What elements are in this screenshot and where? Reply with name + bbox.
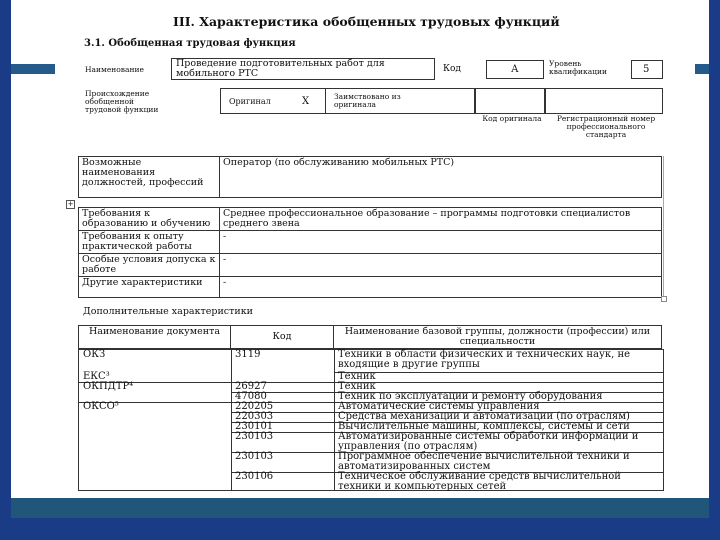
extra-col-divider-2	[334, 349, 335, 490]
name-box	[171, 58, 435, 80]
row-name: Программное обеспечение вычислительной техники и автоматизированных систем	[338, 451, 630, 472]
row-name: Вычислительные машины, комплексы, системы и сети	[338, 421, 630, 432]
col-code-header: Код	[231, 326, 334, 349]
reg-number-box	[544, 88, 663, 114]
origin-label: Происхождение обобщенной трудовой функции	[85, 89, 159, 114]
row-code: 220303	[235, 411, 274, 422]
section-title: 3.1. Обобщенная трудовая функция	[84, 38, 296, 49]
row-code: 3119	[235, 349, 261, 360]
table-row	[79, 326, 662, 349]
row-name: Средства механизации и автоматизации (по отраслям)	[338, 411, 630, 422]
code-label: Код	[443, 64, 461, 74]
row-doc: ОКЗ	[83, 349, 106, 360]
table-edge	[663, 156, 664, 296]
col-name-header: Наименование базовой группы, должности (профессии) или специальности	[334, 326, 662, 349]
row-name: Техник по эксплуатации и ремонту оборудования	[338, 391, 603, 402]
row-code: 220205	[235, 401, 274, 412]
code-original-label: Код оригинала	[482, 114, 542, 123]
level-value: 5	[643, 64, 650, 75]
row-name: Техническое обслуживание средств вычислительной техники и компьютерных сетей	[338, 471, 621, 492]
level-label: Уровень квалификации	[549, 59, 607, 76]
footer-bar	[0, 518, 720, 540]
table-move-handle[interactable]: +	[67, 200, 74, 208]
positions-value: Оператор (по обслуживанию мобильных РТС)	[220, 157, 662, 198]
extra-title: Дополнительные характеристики	[83, 306, 253, 317]
row-name: Автоматизированные системы обработки информации и управления (по отраслям)	[338, 431, 639, 452]
table-resize-handle[interactable]	[661, 296, 667, 302]
row-code: 230103	[235, 431, 274, 442]
req-value: -	[220, 254, 662, 277]
row-name: Техник	[338, 371, 376, 382]
req-label: Требования к опыту практической работы	[79, 231, 220, 254]
extra-header-table	[78, 325, 662, 349]
row-doc: ЕКС³	[83, 371, 110, 382]
left-frame-bar	[0, 0, 11, 540]
table-row	[79, 254, 662, 277]
req-label: Требования к образованию и обучению	[79, 208, 220, 231]
table-row	[79, 157, 662, 198]
original-label: Оригинал	[229, 97, 271, 106]
origin-divider	[325, 88, 326, 113]
row-divider	[334, 372, 663, 373]
row-code: 26927	[235, 381, 267, 392]
code-box	[486, 60, 544, 79]
req-label: Особые условия допуска к работе	[79, 254, 220, 277]
table-row	[79, 208, 662, 231]
req-label: Другие характеристики	[79, 277, 220, 298]
row-code: 230101	[235, 421, 274, 432]
page-title: III. Характеристика обобщенных трудовых функций	[173, 14, 560, 29]
requirements-table	[78, 207, 662, 298]
positions-table	[78, 156, 662, 198]
req-value: -	[220, 277, 662, 298]
extra-col-divider-1	[231, 349, 232, 490]
row-name: Техники в области физических и технических наук, не входящие в другие группы	[338, 349, 631, 370]
original-mark: Х	[302, 96, 310, 107]
row-code: 47080	[235, 391, 267, 402]
req-value: Среднее профессиональное образование – программы подготовки специалистов среднего звена	[220, 208, 662, 231]
borrowed-label: Заимствовано из оригинала	[334, 92, 401, 109]
positions-label: Возможные наименования должностей, профессий	[79, 157, 220, 198]
table-row	[79, 277, 662, 298]
code-original-box	[474, 88, 546, 114]
document-page	[55, 0, 695, 500]
right-frame-bar	[709, 0, 720, 540]
code-value: А	[511, 64, 519, 75]
reg-number-label: Регистрационный номер профессионального стандарта	[556, 114, 656, 139]
table-row	[79, 231, 662, 254]
name-value: Проведение подготовительных работ для мобильного РТС	[176, 58, 385, 79]
row-doc: ОКСО⁵	[83, 401, 119, 412]
row-doc: ОКПДТР⁴	[83, 381, 134, 392]
row-name: Автоматические системы управления	[338, 401, 540, 412]
row-name: Техник	[338, 381, 376, 392]
col-doc-header: Наименование документа	[79, 326, 231, 349]
bottom-decor-band	[11, 498, 709, 518]
row-code: 230103	[235, 451, 274, 462]
name-label: Наименование	[85, 65, 144, 74]
req-value: -	[220, 231, 662, 254]
row-code: 230106	[235, 471, 274, 482]
level-box	[631, 60, 663, 79]
